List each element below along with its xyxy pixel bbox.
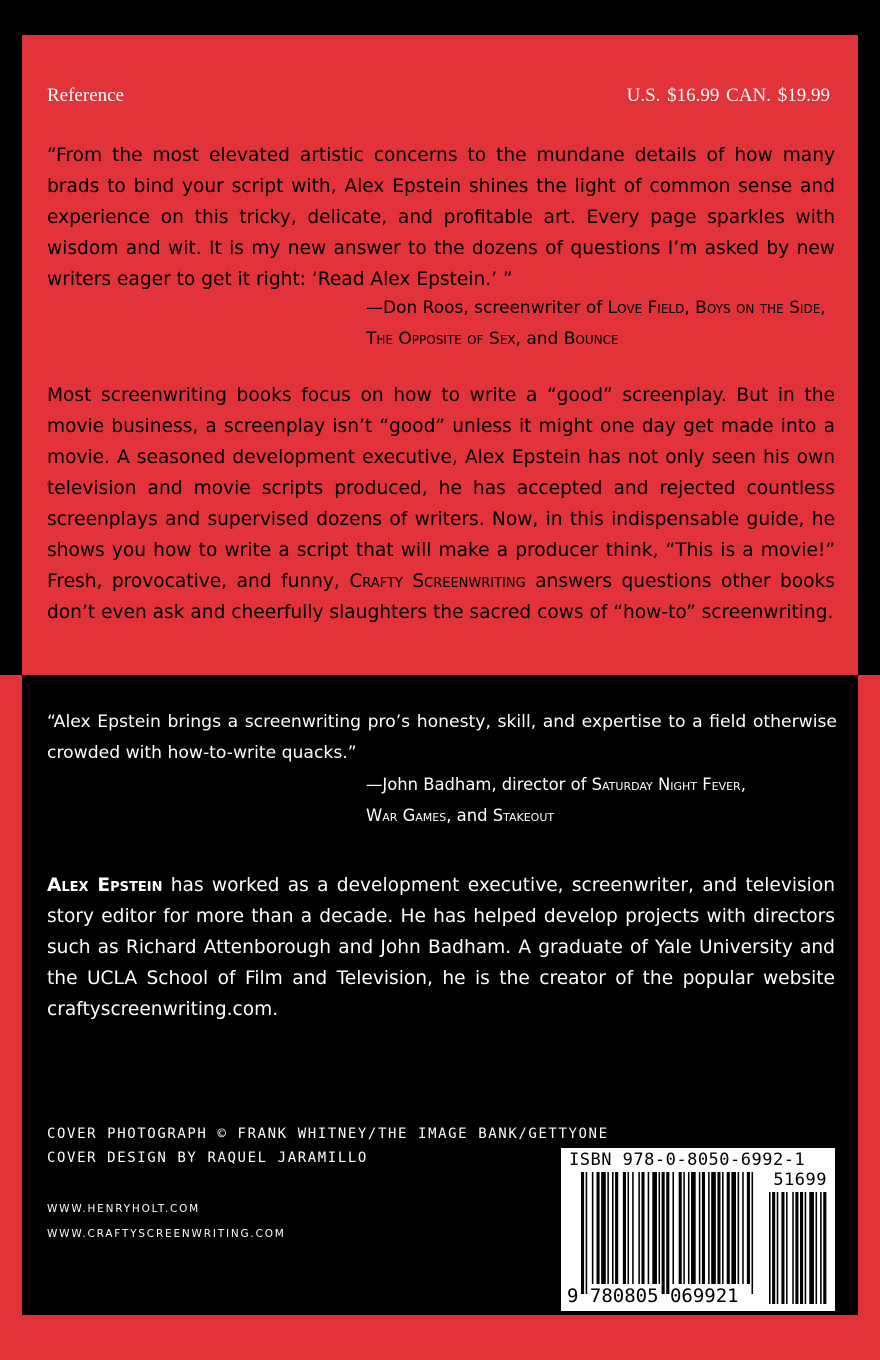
barcode-bar [586, 1172, 588, 1294]
barcode-addon-bar [809, 1192, 814, 1304]
barcode-bar [641, 1172, 644, 1284]
barcode-bar [691, 1172, 696, 1284]
barcode-bar [683, 1172, 685, 1284]
film-title: Saturday Night Fever [591, 775, 741, 794]
barcode-addon-bar [805, 1192, 807, 1304]
barcode-bar [742, 1172, 744, 1284]
barcode-bar [615, 1172, 618, 1284]
barcode-addon-bar [823, 1192, 826, 1304]
barcode-bar [688, 1172, 690, 1284]
barcode-bar [727, 1172, 730, 1284]
book-title: Crafty Screenwriting [349, 571, 526, 592]
film-title: The Opposite of Sex [366, 329, 516, 349]
barcode-bar [638, 1172, 640, 1284]
barcode-bar [731, 1172, 736, 1284]
endorsement-quote-badham: “Alex Epstein brings a screenwriting pro’s honesty, skill, and expertise to a field otherwise crowded with how-to-write quacks.” [47, 712, 837, 763]
barcode-addon-bar [792, 1192, 794, 1304]
barcode-bar [623, 1172, 626, 1284]
barcode-bar [612, 1172, 614, 1284]
barcode-bar [711, 1172, 716, 1284]
film-title: Love Field [607, 298, 685, 318]
barcode-bar [738, 1172, 740, 1284]
endorsement-quote-roos: “From the most elevated artistic concerns to the mundane details of how many brads to bind your script with, Alex Epstein shines the light of common sense and experience on this tricky, delicate, and profitable art. Every page sparkles with wisdom and wit. It is my new answer to the dozens of questions I’m asked by new writers eager to get it right: ‘Read Alex Epstein.’ ” [47, 145, 835, 290]
price-label: U.S. $16.99 CAN. $19.99 [626, 85, 830, 106]
barcode-bar [648, 1172, 650, 1284]
book-description: Most screenwriting books focus on how to write a “good” screenplay. But in the movie business, a screenplay isn’t “good” unless it might one day get made into a movie. A seasoned development executive, Alex Epstein has not only seen his own television and movie scripts produced, he has accepted and rejected countless screenplays and supervised dozens of writers. Now, in this indispensable guide, he shows you how to write a script that will make a producer think, “This is a movie!” Fresh, provocative, and funny, Crafty Screenwriting answers questions other books don’t even ask and cheerfully slaughters the sacred cows of “how-to” screenwriting. [47, 385, 835, 623]
barcode-addon-bar [816, 1192, 818, 1304]
author-bio: Alex Epstein has worked as a development executive, screenwriter, and television story editor for more than a decade. He has helped develop projects with directors such as Richard Attenborough and John Badham. A graduate of Yale University and the UCLA School of Film and Television, he is the creator of the popular website craftyscreenwriting.com. [47, 875, 835, 1020]
barcode-addon-bar [781, 1192, 784, 1304]
category-label: Reference [47, 85, 124, 106]
barcode-addon-bar [777, 1192, 779, 1304]
barcode-bar [747, 1172, 750, 1284]
cover-photo-credit: COVER PHOTOGRAPH © FRANK WHITNEY/THE IMAGE BANK/GETTYONE [47, 1126, 609, 1142]
barcode-bar [662, 1172, 665, 1294]
publisher-url: WWW.HENRYHOLT.COM [47, 1203, 201, 1215]
endorsement-attribution-roos: —Don Roos, screenwriter of Love Field, Boys on the Side, The Opposite of Sex, and Bounce [366, 298, 826, 349]
barcode-addon-bar [769, 1192, 771, 1304]
barcode-addon-bar [795, 1192, 798, 1304]
price-code: 51699 [773, 1170, 827, 1190]
website-url: WWW.CRAFTYSCREENWRITING.COM [47, 1228, 286, 1240]
barcode-addon-bar [820, 1192, 822, 1304]
barcode-addon-bar [772, 1192, 775, 1304]
isbn-number: ISBN 978-0-8050-6992-1 [569, 1150, 806, 1170]
barcode-bar [717, 1172, 720, 1284]
barcode-bar [752, 1172, 754, 1294]
film-title: Bounce [563, 329, 619, 349]
barcode-bar [592, 1172, 594, 1284]
barcode-bar [666, 1172, 669, 1294]
film-title: Boys on the Side [695, 298, 821, 318]
barcode-addon-bar [800, 1192, 803, 1304]
barcode-bar [699, 1172, 701, 1284]
ean-digits: 9 780805 069921 [567, 1285, 739, 1307]
barcode-bar [632, 1172, 634, 1284]
barcode-bar [679, 1172, 682, 1284]
isbn-barcode [561, 1148, 835, 1311]
endorsement-attribution-badham: —John Badham, director of Saturday Night Fever, War Games, and Stakeout [366, 775, 746, 825]
barcode-bar [628, 1172, 630, 1284]
barcode-addon-bar [786, 1192, 788, 1304]
barcode-bar [702, 1172, 705, 1284]
author-name: Alex Epstein [47, 875, 163, 896]
barcode-bar [597, 1172, 600, 1284]
film-title: Stakeout [492, 806, 555, 825]
barcode-bar [659, 1172, 661, 1284]
barcode-bar [722, 1172, 724, 1284]
barcode-bar [601, 1172, 606, 1284]
barcode-bar [672, 1172, 674, 1284]
film-title: War Games [366, 806, 447, 825]
barcode-bar [581, 1172, 584, 1294]
barcode-bar [708, 1172, 710, 1284]
barcode-bar [607, 1172, 609, 1284]
cover-design-credit: COVER DESIGN BY RAQUEL JARAMILLO [47, 1150, 368, 1166]
barcode-bar [652, 1172, 657, 1284]
